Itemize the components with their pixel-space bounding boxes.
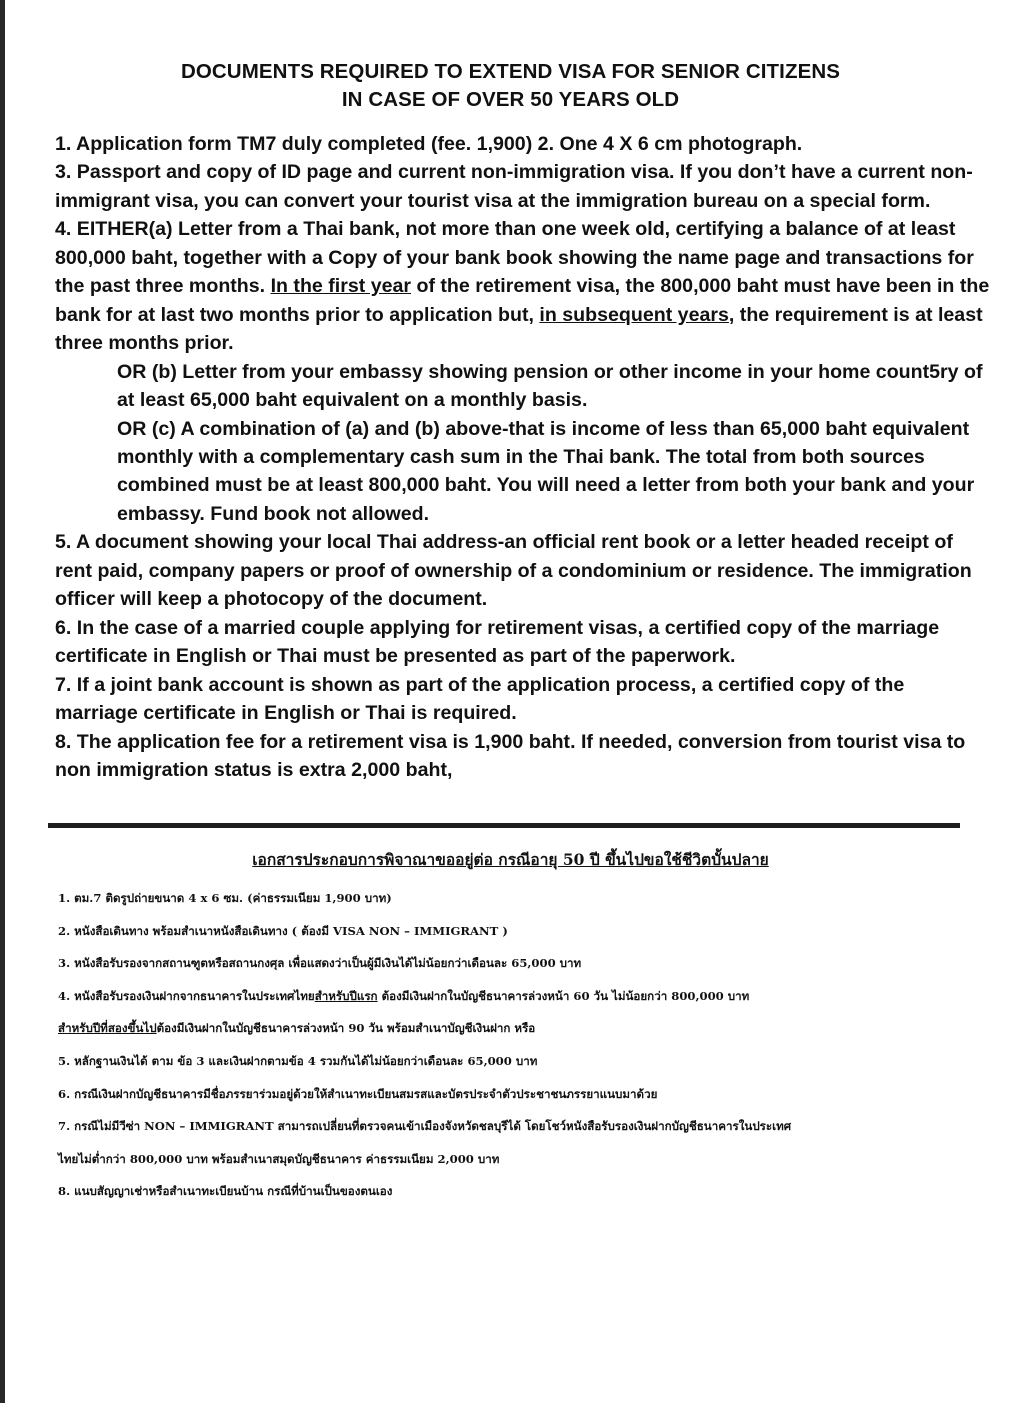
en-item-6: 6. In the case of a married couple applying for retirement visas, a certified copy of the marriage certificate in English or Thai must be presented as part of the paperwork. xyxy=(55,616,940,668)
english-requirements xyxy=(55,130,990,784)
th-item-8: 8. แนบสัญญาเช่าหรือสำเนาทะเบียนบ้าน กรณีที่บ้านเป็นของตนเอง xyxy=(58,1184,393,1199)
th-item-4-underline-2: สำหรับปีที่สองขึ้นไป xyxy=(58,1021,157,1036)
en-item-4a-text-1: 4. EITHER(a) Letter from a Thai bank, not more than one week old, certifying a balance of at least 800,000 baht, together with a Copy of your bank book showing the name page and transactions for the past three months. xyxy=(55,218,974,298)
th-item-4-text-3: ต้องมีเงินฝากในบัญชีธนาคารล่วงหน้า 90 วัน พร้อมสำเนาบัญชีเงินฝาก หรือ xyxy=(156,1021,536,1036)
en-item-4a-underline-1: In the first year xyxy=(270,275,412,298)
thai-title: เอกสารประกอบการพิจาณาขออยู่ต่อ กรณีอายุ 50 ปี ขึ้นไปขอใช้ชีวิตบั้นปลาย xyxy=(252,850,769,869)
en-item-4c: OR (c) A combination of (a) and (b) above-that is income of less than 65,000 baht equivalent monthly with a complementary cash sum in the Thai bank. The total from both sources combined must be at least 800,000 baht. You will need a letter from both your bank and your embassy. Fund book not allowed. xyxy=(117,417,975,525)
en-item-1: 1. Application form TM7 duly completed (fee. 1,900) 2. One 4 X 6 cm photograph. xyxy=(55,133,803,155)
th-item-6: 6. กรณีเงินฝากบัญชีธนาคารมีชื่อภรรยาร่วมอยู่ด้วยให้สำเนาทะเบียนสมรสและบัตรประจำตัวประชาชนภรรยาแนบมาด้วย xyxy=(58,1086,658,1101)
th-item-4-line-2 xyxy=(58,1012,988,1045)
en-item-4a xyxy=(55,215,990,357)
en-item-5: 5. A document showing your local Thai address-an official rent book or a letter headed receipt of rent paid, company papers or proof of ownership of a condominium or residence. The immigration officer will keep a photocopy of the document. xyxy=(55,531,972,611)
th-item-4-underline-1: สำหรับปีแรก xyxy=(314,988,378,1003)
section-divider xyxy=(48,823,960,828)
en-item-8: 8. The application fee for a retirement visa is 1,900 baht. If needed, conversion from tourist visa to non immigration status is extra 2,000 baht, xyxy=(55,730,966,781)
en-item-7: 7. If a joint bank account is shown as part of the application process, a certified copy of the marriage certificate in English or Thai is required. xyxy=(55,673,905,725)
th-item-4-text-2: ต้องมีเงินฝากในบัญชีธนาคารล่วงหน้า 60 วัน ไม่น้อยกว่า 800,000 บาท xyxy=(377,988,750,1003)
thai-requirements xyxy=(58,882,988,1208)
en-item-4a-text-3: , the requirement is at least three months prior. xyxy=(55,303,983,355)
th-item-4-line-1 xyxy=(58,980,988,1013)
scan-edge xyxy=(0,0,5,1403)
th-item-4-text-1: 4. หนังสือรับรองเงินฝากจากธนาคารในประเทศไทย xyxy=(58,988,315,1003)
th-item-7-line-1: 7. กรณีไม่มีวีซ่า NON – IMMIGRANT สามารถเปลี่ยนที่ตรวจคนเข้าเมืองจังหวัดชลบุรีได้ โดยโชว์หนังสือรับรองเงินฝากบัญชีธนาคารในประเทศ xyxy=(58,1119,792,1134)
en-item-4a-text-2: of the retirement visa, the 800,000 baht must have been in the bank for at last two months prior to application but, xyxy=(55,275,990,326)
th-item-5: 5. หลักฐานเงินได้ ตาม ข้อ 3 และเงินฝากตามข้อ 4 รวมกันได้ไม่น้อยกว่าเดือนละ 65,000 บาท xyxy=(58,1053,538,1068)
title-line-1: DOCUMENTS REQUIRED TO EXTEND VISA FOR SENIOR CITIZENS xyxy=(180,60,841,83)
th-item-1: 1. ตม.7 ติดรูปถ่ายขนาด 4 x 6 ซม. (ค่าธรรมเนียม 1,900 บาท) xyxy=(58,891,392,905)
th-item-7-line-2: ไทยไม่ต่ำกว่า 800,000 บาท พร้อมสำเนาสมุดบัญชีธนาคาร ค่าธรรมเนียม 2,000 บาท xyxy=(58,1151,500,1166)
en-item-3: 3. Passport and copy of ID page and current non-immigration visa. If you don’t have a current non-immigrant visa, you can convert your tourist visa at the immigration bureau on a special form. xyxy=(55,161,973,212)
title-line-2: IN CASE OF OVER 50 YEARS OLD xyxy=(341,88,680,111)
th-item-2: 2. หนังสือเดินทาง พร้อมสำเนาหนังสือเดินทาง ( ต้องมี VISA NON – IMMIGRANT ) xyxy=(58,923,508,938)
th-item-3: 3. หนังสือรับรองจากสถานฑูตหรือสถานกงศุล เพื่อแสดงว่าเป็นผู้มีเงินได้ไม่น้อยกว่าเดือนละ 65,000 บาท xyxy=(58,956,582,971)
document-title xyxy=(0,58,1021,114)
en-item-4b: OR (b) Letter from your embassy showing pension or other income in your home count5ry of at least 65,000 baht equivalent on a monthly basis. xyxy=(117,360,983,412)
en-item-4a-underline-2: in subsequent years xyxy=(539,303,729,326)
